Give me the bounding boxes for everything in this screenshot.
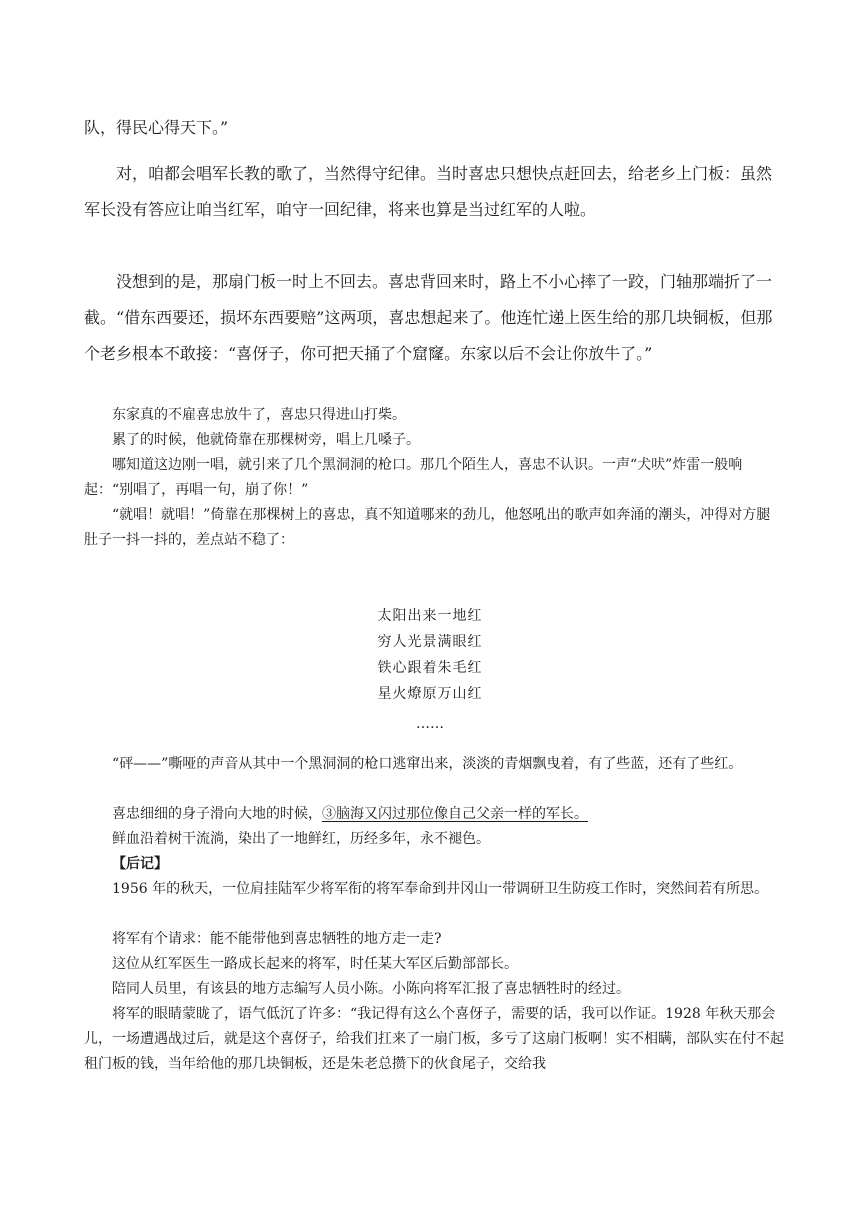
poem — [0, 603, 860, 707]
paragraph: 累了的时候，他就倚靠在那棵树旁，唱上几嗓子。 — [112, 432, 420, 448]
paragraph: 对，咱都会唱军长教的歌了，当然得守纪律。当时喜忠只想快点赶回去，给老乡上门板：虽然军长没有答应让咱当红军，咱守一回纪律，将来也算是当过红军的人啦。 — [84, 164, 773, 219]
underlined-sentence: ③脑海又闪过那位像自己父亲一样的军长。 — [322, 806, 588, 822]
poem-line: 铁心跟着朱毛红 — [377, 660, 483, 676]
poem-ellipsis: …… — [416, 716, 444, 732]
paragraph: 这位从红军医生一路成长起来的将军，时任某大军区后勤部部长。 — [112, 956, 518, 972]
poem-line: 太阳出来一地红 — [377, 608, 483, 624]
paragraph: 陪同人员里，有该县的地方志编写人员小陈。小陈向将军汇报了喜忠牺牲时的经过。 — [112, 981, 630, 997]
paragraph: 将军有个请求：能不能带他到喜忠牺牲的地方走一走? — [112, 931, 442, 947]
paragraph: 队，得民心得天下。” — [84, 118, 229, 137]
poem-line: 穷人光景满眼红 — [377, 634, 483, 650]
text-span: 喜忠细细的身子滑向大地的时候， — [112, 806, 322, 822]
paragraph — [84, 802, 784, 827]
poem-line: 星火燎原万山红 — [377, 686, 483, 702]
paragraph: 东家真的不雇喜忠放牛了，喜忠只得进山打柴。 — [112, 407, 406, 423]
paragraph: “就唱！就唱！”倚靠在那棵树上的喜忠，真不知道哪来的劲儿，他怒吼出的歌声如奔涌的潮头，冲得对方腿肚子一抖一抖的，差点站不稳了： — [84, 507, 771, 548]
paragraph: 鲜血沿着树干流淌，染出了一地鲜红，历经多年，永不褪色。 — [112, 831, 490, 847]
paragraph: 哪知道这边刚一唱，就引来了几个黑洞洞的枪口。那几个陌生人，喜忠不认识。一声“犬吠”炸雷一般响起：“别唱了，再唱一句，崩了你！” — [84, 457, 743, 498]
afterword-label: 【后记】 — [112, 856, 168, 872]
paragraph: 没想到的是，那扇门板一时上不回去。喜忠背回来时，路上不小心摔了一跤，门轴那端折了一截。“借东西要还，损坏东西要赔”这两项，喜忠想起来了。他连忙递上医生给的那几块铜板，但那个老乡根本不敢接：“喜伢子，你可把天捅了个窟窿。东家以后不会让你放牛了。” — [84, 272, 773, 363]
paragraph: 1956 年的秋天，一位肩挂陆军少将军衔的将军奉命到井冈山一带调研卫生防疫工作时，突然间若有所思。 — [112, 881, 769, 897]
paragraph: “砰——”嘶哑的声音从其中一个黑洞洞的枪口逃窜出来，淡淡的青烟飘曳着，有了些蓝，还有了些红。 — [112, 756, 743, 772]
paragraph: 将军的眼睛蒙眬了，语气低沉了许多：“我记得有这么个喜伢子，需要的话，我可以作证。1928 年秋天那会儿，一场遭遇战过后，就是这个喜伢子，给我们扛来了一扇门板，多亏了这扇门板啊！实不相瞒，部队实在付不起租门板的钱，当年给他的那几块铜板，还是朱老总攒下的伙食尾子，交给我 — [84, 1006, 784, 1072]
